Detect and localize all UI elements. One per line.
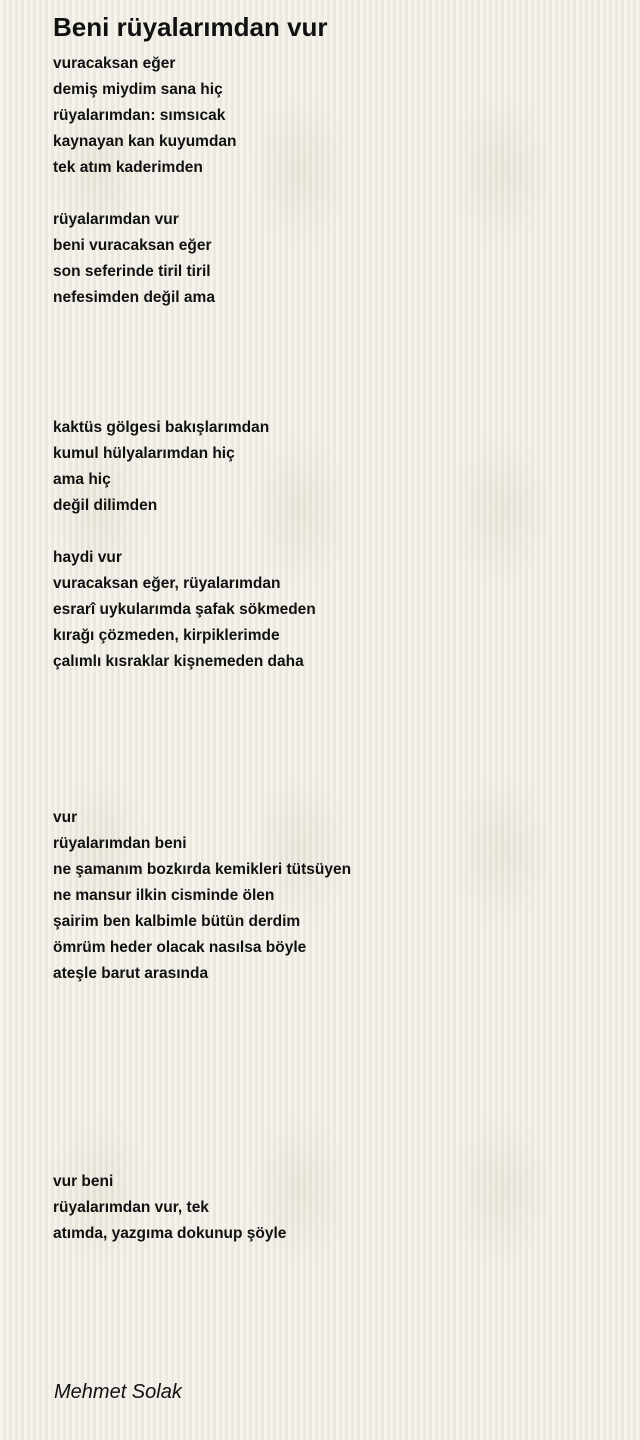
poem-line: kırağı çözmeden, kirpiklerimde — [53, 627, 280, 644]
poem-line: vuracaksan eğer, rüyalarımdan — [53, 575, 281, 592]
poem-line: kaktüs gölgesi bakışlarımdan — [53, 419, 270, 436]
poem-line: nefesimden değil ama — [53, 289, 215, 306]
poem-line: çalımlı kısraklar kişnemeden daha — [53, 653, 304, 670]
poem-line — [53, 779, 613, 805]
poem-line: son seferinde tiril tiril — [53, 263, 211, 280]
poem-line: rüyalarımdan vur — [53, 211, 179, 228]
poem-line: rüyalarımdan vur, tek — [53, 1199, 209, 1216]
poem-line — [53, 987, 613, 1013]
poem-line — [53, 701, 613, 727]
poem-line — [53, 1143, 613, 1169]
poem-line — [53, 675, 613, 701]
poem-body — [53, 51, 613, 1247]
poem-line: demiş miydim sana hiç — [53, 81, 223, 98]
poem-line — [53, 519, 613, 545]
poem-line: kumul hülyalarımdan hiç — [53, 445, 235, 462]
poem-line: kaynayan kan kuyumdan — [53, 133, 237, 150]
poem-line: ama hiç — [53, 471, 111, 488]
poem-line — [53, 337, 613, 363]
poem-line: beni vuracaksan eğer — [53, 237, 212, 254]
poem-line: rüyalarımdan: sımsıcak — [53, 107, 226, 124]
poem-line: ne mansur ilkin cisminde ölen — [53, 887, 275, 904]
poem-line — [53, 363, 613, 389]
poem-line: esrarî uykularımda şafak sökmeden — [53, 601, 316, 618]
poem-line: ömrüm heder olacak nasılsa böyle — [53, 939, 307, 956]
poem-line: şairim ben kalbimle bütün derdim — [53, 913, 301, 930]
poem-line — [53, 1091, 613, 1117]
poem-line: vur — [53, 809, 78, 826]
poem-line: vuracaksan eğer — [53, 55, 176, 72]
poem-line — [53, 727, 613, 753]
poem-line — [53, 1039, 613, 1065]
poem-line — [53, 753, 613, 779]
poem-line: ne şamanım bozkırda kemikleri tütsüyen — [53, 861, 352, 878]
poem-author: Mehmet Solak — [54, 1381, 182, 1403]
poem-title: Beni rüyalarımdan vur — [53, 12, 328, 42]
poem-line: rüyalarımdan beni — [53, 835, 187, 852]
poem-line: tek atım kaderimden — [53, 159, 203, 176]
poem-line: vur beni — [53, 1173, 114, 1190]
poem-line — [53, 389, 613, 415]
poem-line: değil dilimden — [53, 497, 158, 514]
poem-line — [53, 1117, 613, 1143]
poem-line: haydi vur — [53, 549, 122, 566]
poem-line — [53, 181, 613, 207]
poem-line — [53, 1013, 613, 1039]
poem-line: ateşle barut arasında — [53, 965, 209, 982]
poem-line — [53, 1065, 613, 1091]
poem-line — [53, 311, 613, 337]
poem-line: atımda, yazgıma dokunup şöyle — [53, 1225, 287, 1242]
